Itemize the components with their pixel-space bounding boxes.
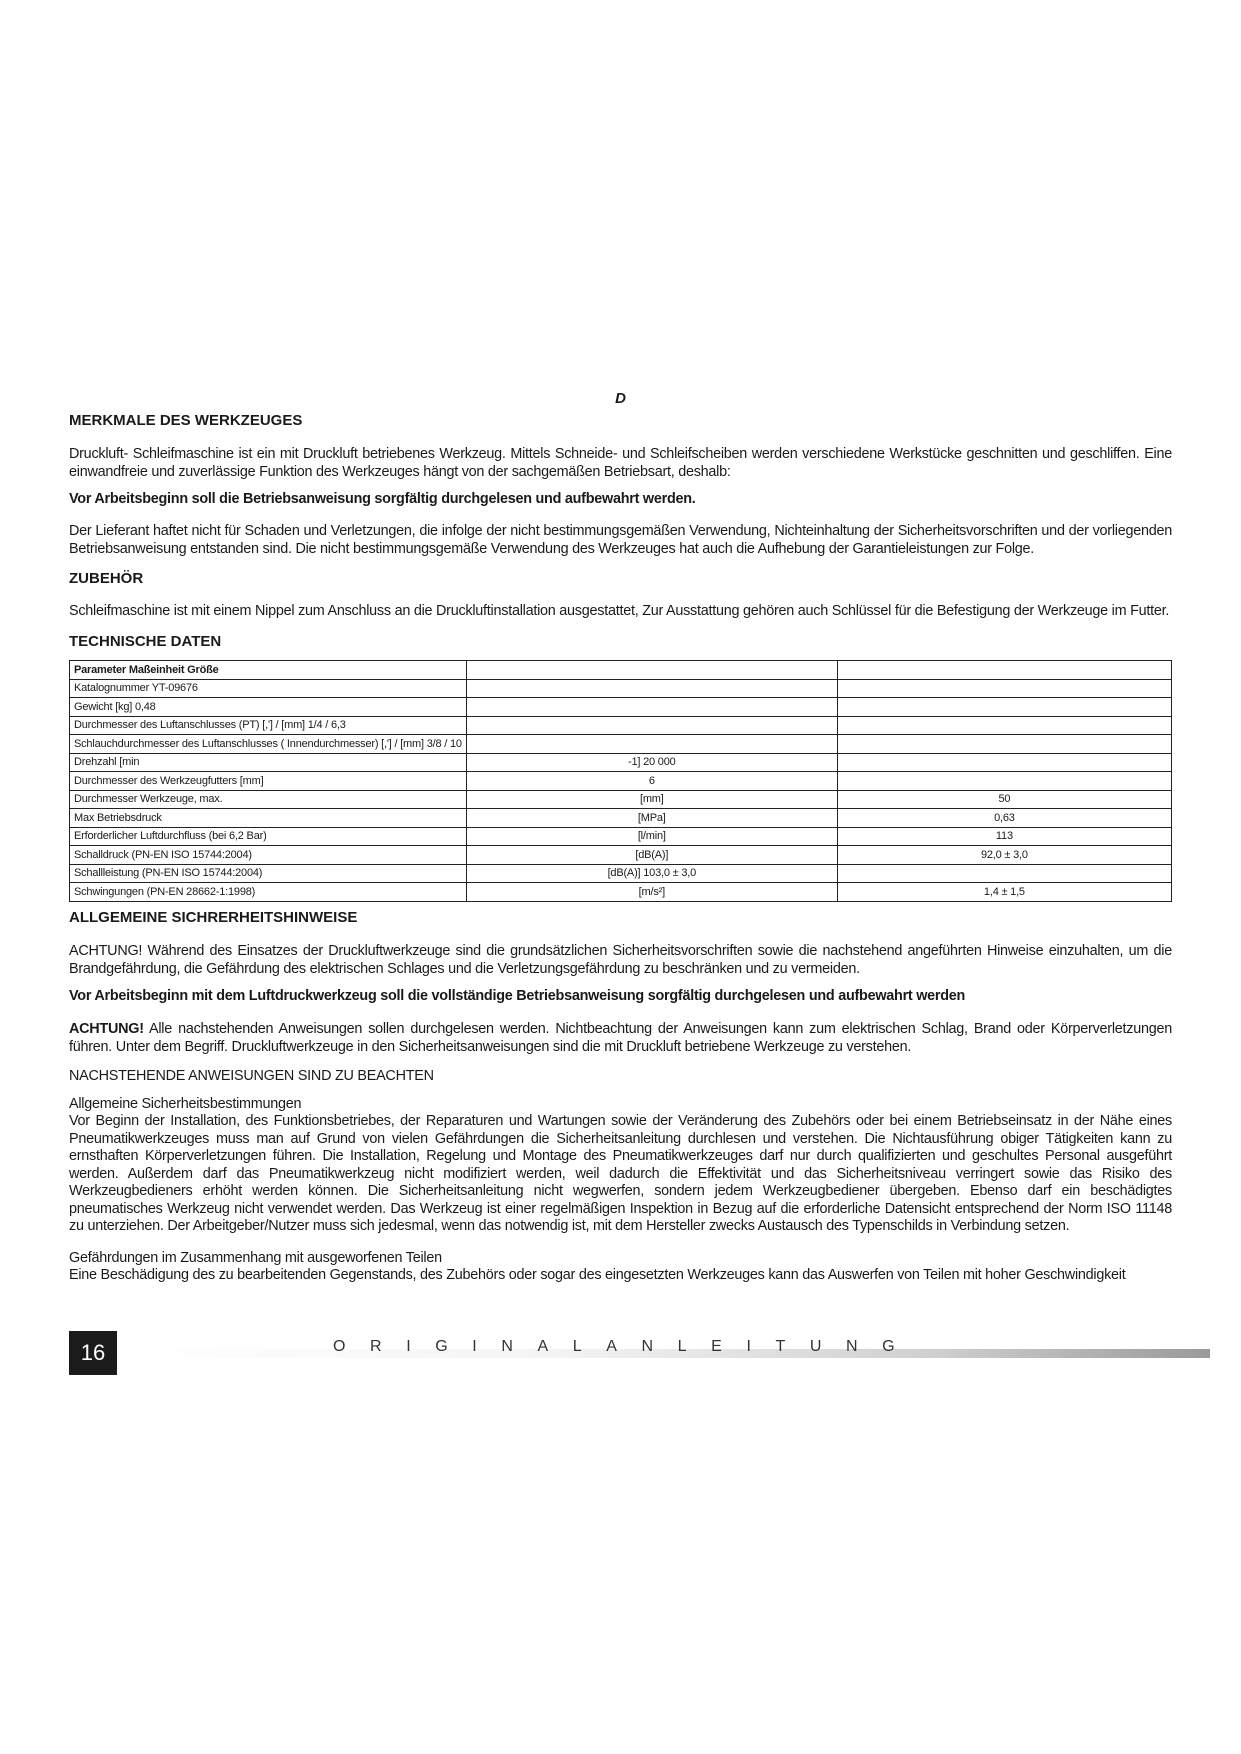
table-cell: Durchmesser des Werkzeugfutters [mm] bbox=[70, 772, 467, 791]
table-cell: -1] 20 000 bbox=[466, 753, 837, 772]
table-cell: [dB(A)] 103,0 ± 3,0 bbox=[466, 864, 837, 883]
table-cell: Erforderlicher Luftdurchfluss (bei 6,2 Bar) bbox=[70, 827, 467, 846]
paragraph-allgemeine-6-title: Gefährdungen im Zusammenhang mit ausgeworfenen Teilen bbox=[69, 1250, 442, 1266]
table-cell bbox=[837, 735, 1171, 754]
table-cell: 6 bbox=[466, 772, 837, 791]
table-cell: [dB(A)] bbox=[466, 846, 837, 865]
table-cell: 1,4 ± 1,5 bbox=[837, 883, 1171, 902]
table-cell: Schalldruck (PN-EN ISO 15744:2004) bbox=[70, 846, 467, 865]
table-cell: Durchmesser des Luftanschlusses (PT) [,'] / [mm] 1/4 / 6,3 bbox=[70, 716, 467, 735]
paragraph-merkmale-2: Vor Arbeitsbeginn soll die Betriebsanweisung sorgfältig durchgelesen und aufbewahrt werden. bbox=[69, 491, 696, 507]
table-row bbox=[70, 679, 1172, 698]
table-cell: [MPa] bbox=[466, 809, 837, 828]
table-header-row bbox=[70, 661, 1172, 680]
table-cell: 113 bbox=[837, 827, 1171, 846]
table-cell bbox=[837, 716, 1171, 735]
table-row bbox=[70, 772, 1172, 791]
table-row bbox=[70, 790, 1172, 809]
table-cell bbox=[837, 679, 1171, 698]
language-marker: D bbox=[615, 390, 626, 407]
table-row bbox=[70, 846, 1172, 865]
paragraph-allgemeine-5-title: Allgemeine Sicherheitsbestimmungen bbox=[69, 1096, 302, 1112]
table-cell bbox=[466, 716, 837, 735]
table-cell: Gewicht [kg] 0,48 bbox=[70, 698, 467, 717]
paragraph-merkmale-3: Der Lieferant haftet nicht für Schaden und Verletzungen, die infolge der nicht bestimmungsgemäßen Verwendung, Nichteinhaltung der Sicherheitsvorschriften und der vorliegenden Betriebsanweisung entstanden sind. Die nicht bestimmungsgemäße Verwendung des Werkzeuges hat auch die Aufhebung der Garantieleistungen zur Folge. bbox=[69, 523, 1172, 557]
table-row bbox=[70, 753, 1172, 772]
table-cell: 92,0 ± 3,0 bbox=[837, 846, 1171, 865]
footer-text: ORIGINALANLEITUNG bbox=[333, 1338, 920, 1355]
paragraph-allgemeine-4: NACHSTEHENDE ANWEISUNGEN SIND ZU BEACHTEN bbox=[69, 1068, 434, 1084]
paragraph-allgemeine-6: Eine Beschädigung des zu bearbeitenden Gegenstands, des Zubehörs oder sogar des eingesetzten Werkzeuges kann das Auswerfen von Teilen mit hoher Geschwindigkeit bbox=[69, 1267, 1126, 1283]
table-header-cell bbox=[837, 661, 1171, 680]
paragraph-zubehoer-1: Schleifmaschine ist mit einem Nippel zum Anschluss an die Druckluftinstallation ausgestattet, Zur Ausstattung gehören auch Schlüssel für die Befestigung der Werkzeuge im Futter. bbox=[69, 603, 1170, 619]
page-number: 16 bbox=[69, 1331, 117, 1375]
table-cell: Schlauchdurchmesser des Luftanschlusses ( Innendurchmesser) [,'] / [mm] 3/8 / 10 bbox=[70, 735, 467, 754]
table-cell: [l/min] bbox=[466, 827, 837, 846]
table-row bbox=[70, 735, 1172, 754]
table-cell: Schwingungen (PN-EN 28662-1:1998) bbox=[70, 883, 467, 902]
paragraph-merkmale-1: Druckluft- Schleifmaschine ist ein mit Druckluft betriebenes Werkzeug. Mittels Schneide- und Schleifscheiben werden verschiedene Werkstücke geschnitten und geschliffen. Eine einwandfreie und zuverlässige Funktion des Werkzeuges hängt von der sachgemäßen Betriebsart, deshalb: bbox=[69, 446, 1172, 480]
paragraph-allgemeine-1: ACHTUNG! Während des Einsatzes der Druckluftwerkzeuge sind die grundsätzlichen Sicherheitsvorschriften sowie die nachstehend angeführten Hinweise einzuhalten, um die Brandgefährdung, die Gefährdung des elektrischen Schlages und die Verletzungsgefährdung zu beschränken und zu vermeiden. bbox=[69, 943, 1172, 977]
table-cell: Katalognummer YT-09676 bbox=[70, 679, 467, 698]
paragraph-allgemeine-2: Vor Arbeitsbeginn mit dem Luftdruckwerkzeug soll die vollständige Betriebsanweisung sorgfältig durchgelesen und aufbewahrt werden bbox=[69, 988, 966, 1004]
paragraph-allgemeine-3-text: Alle nachstehenden Anweisungen sollen durchgelesen werden. Nichtbeachtung der Anweisungen kann zum elektrischen Schlag, Brand oder Körperverletzungen führen. Unter dem Begriff. Druckluftwerkzeuge in den Sicherheitsanweisungen sind die mit Druckluft betriebene Werkzeuge zu verstehen. bbox=[69, 1021, 1172, 1055]
section-title-zubehoer: ZUBEHÖR bbox=[69, 570, 144, 587]
table-row bbox=[70, 827, 1172, 846]
table-cell bbox=[837, 772, 1171, 791]
paragraph-allgemeine-5: Vor Beginn der Installation, des Funktionsbetriebes, der Reparaturen und Wartungen sowie der Veränderung des Zubehörs oder bei einem Betriebseinsatz in der Nähe eines Pneumatikwerkzeuges muss man auf Grund von vielen Gefährdungen die Sicherheitsanleitung durchlesen und verstehen. Die Nichtausführung obiger Tätigkeiten kann zu ernsthaften Körperverletzungen führen. Die Installation, Regelung und Montage des Pneumatikwerkzeuges darf nur durch qualifizierten und geschultes Personal ausgeführt werden. Außerdem darf das Pneumatikwerkzeug nicht modifiziert werden, weil dadurch die Effektivität und das Sicherheitsniveau verringert sowie das Risiko des Werkzeugbedieners erhöht werden können. Die Sicherheitsanleitung nicht wegwerfen, sondern jedem Werkzeugbediener übergeben. Ebenso darf ein beschädigtes pneumatisches Werkzeug nicht verwendet werden. Das Werkzeug ist einer regelmäßigen Inspektion in Bezug auf die erforderliche Datensicht entsprechend der Norm ISO 11148 zu unterziehen. Der Arbeitgeber/Nutzer muss sich jedesmal, wenn das notwendig ist, mit dem Hersteller zwecks Austausch des Typenschilds in Verbindung setzen. bbox=[69, 1113, 1172, 1234]
table-row bbox=[70, 809, 1172, 828]
table-cell: Schallleistung (PN-EN ISO 15744:2004) bbox=[70, 864, 467, 883]
table-cell bbox=[837, 864, 1171, 883]
table-cell: 50 bbox=[837, 790, 1171, 809]
table-row bbox=[70, 883, 1172, 902]
table-cell bbox=[466, 679, 837, 698]
table-cell bbox=[837, 753, 1171, 772]
table-cell bbox=[466, 698, 837, 717]
table-cell: Drehzahl [min bbox=[70, 753, 467, 772]
section-title-technische-daten: TECHNISCHE DATEN bbox=[69, 633, 222, 650]
paragraph-allgemeine-3 bbox=[69, 1021, 1172, 1056]
section-title-merkmale: MERKMALE DES WERKZEUGES bbox=[69, 412, 303, 429]
table-row bbox=[70, 864, 1172, 883]
technical-data-table bbox=[69, 660, 1172, 902]
table-row bbox=[70, 698, 1172, 717]
table-cell: 0,63 bbox=[837, 809, 1171, 828]
table-cell: Max Betriebsdruck bbox=[70, 809, 467, 828]
table-cell bbox=[466, 735, 837, 754]
table-cell bbox=[837, 698, 1171, 717]
table-header-cell: Parameter Maßeinheit Größe bbox=[70, 661, 467, 680]
table-cell: [mm] bbox=[466, 790, 837, 809]
table-cell: Durchmesser Werkzeuge, max. bbox=[70, 790, 467, 809]
achtung-lead: ACHTUNG! bbox=[69, 1021, 144, 1037]
section-title-allgemeine: ALLGEMEINE SICHRERHEITSHINWEISE bbox=[69, 909, 358, 926]
table-header-cell bbox=[466, 661, 837, 680]
table-cell: [m/s²] bbox=[466, 883, 837, 902]
table-row bbox=[70, 716, 1172, 735]
